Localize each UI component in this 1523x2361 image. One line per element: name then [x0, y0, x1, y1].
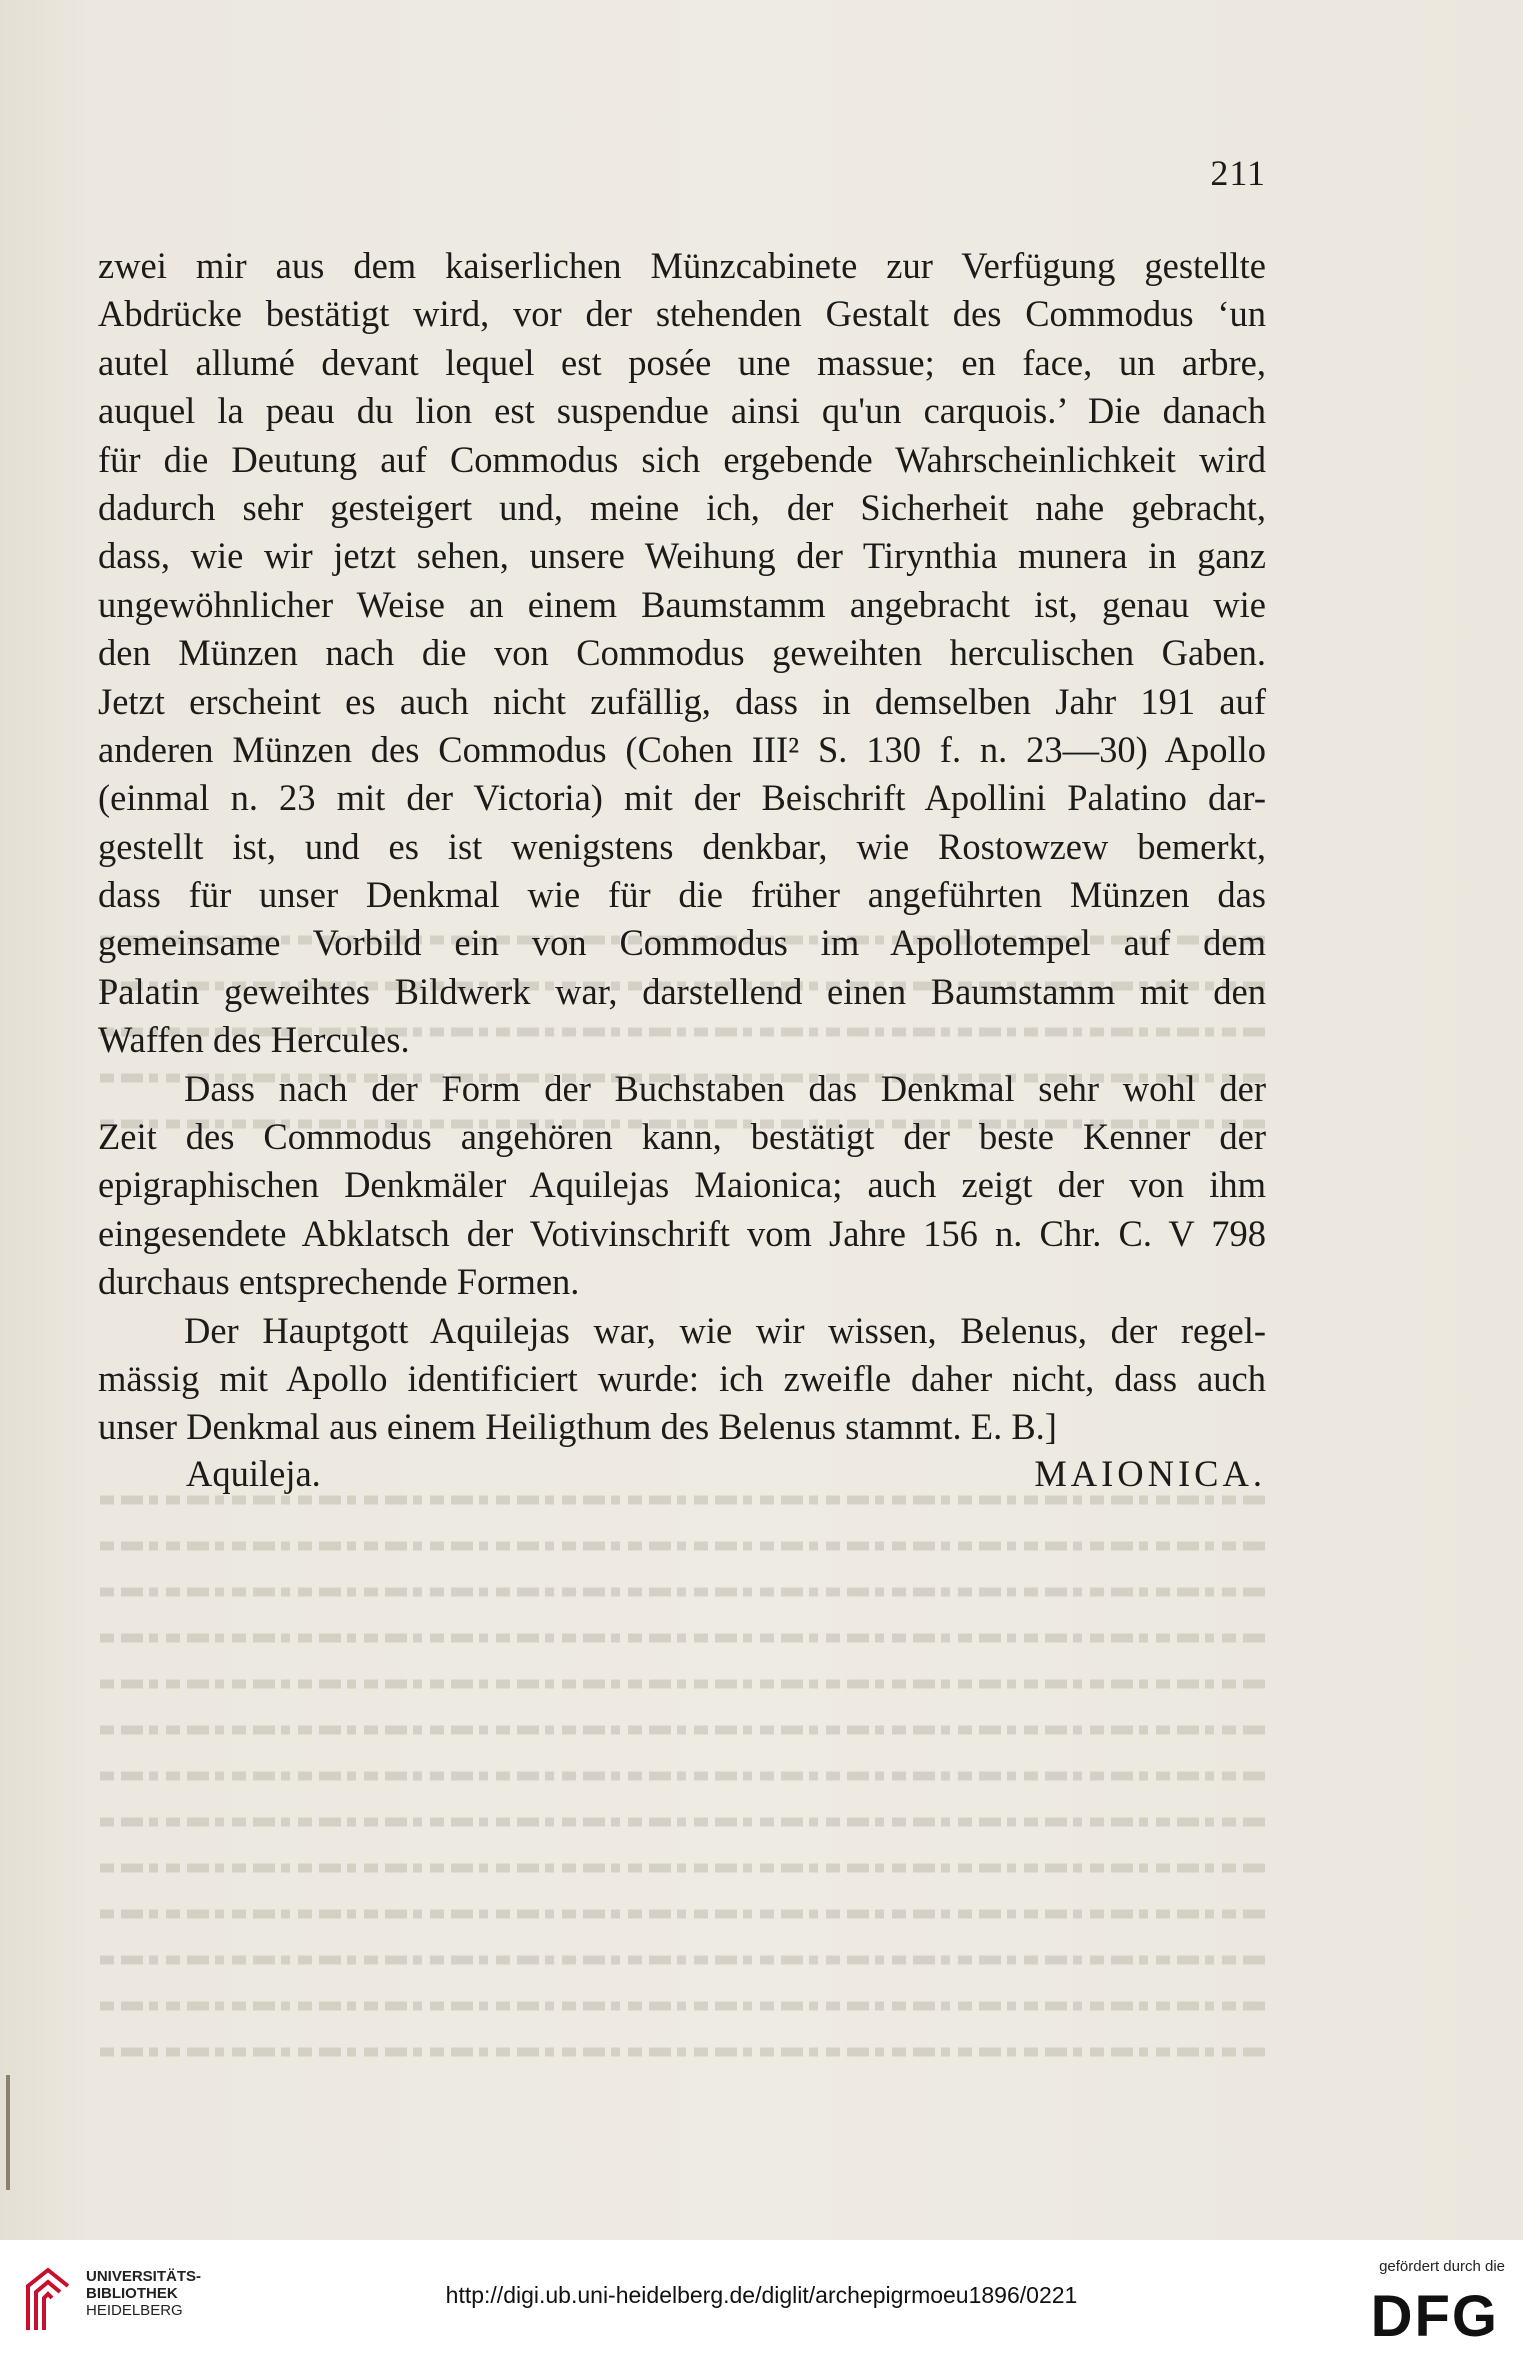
text-line: autel allumé devant lequel est posée une massue; en face, un arbre,: [98, 341, 1266, 383]
place-name: Aquileja.: [186, 1453, 321, 1494]
text-line: eingesendete Abklatsch der Votivinschrift vom Jahre 156 n. Chr. C. V 798: [98, 1212, 1266, 1254]
text-line: Dass nach der Form der Buchstaben das Denkmal sehr wohl der: [184, 1067, 1266, 1109]
text-line: Palatin geweihtes Bildwerk war, darstellend einen Baumstamm mit den: [98, 970, 1266, 1012]
text-line: auquel la peau du lion est suspendue ainsi qu'un carquois.’ Die danach: [98, 390, 1266, 432]
text-line: (einmal n. 23 mit der Victoria) mit der Beischrift Apollini Palatino dar-: [98, 777, 1266, 819]
text-line: durchaus entsprechende Formen.: [98, 1261, 580, 1303]
permalink-url[interactable]: http://digi.ub.uni-heidelberg.de/diglit/archepigrmoeu1896/0221: [445, 2282, 1078, 2308]
text-line: den Münzen nach die von Commodus geweihten herculischen Gaben.: [98, 632, 1266, 674]
text-line: für die Deutung auf Commodus sich ergebende Wahrscheinlichkeit wird: [98, 438, 1266, 480]
text-line: epigraphischen Denkmäler Aquilejas Maionica; auch zeigt der von ihm: [98, 1164, 1266, 1206]
text-line: mässig mit Apollo identificiert wurde: ich zweifle daher nicht, dass auch: [98, 1357, 1266, 1399]
text-line: Waffen des Hercules.: [98, 1019, 410, 1061]
body-text: [98, 242, 1266, 1452]
page-number: 211: [1210, 153, 1266, 193]
text-line: ungewöhnlicher Weise an einem Baumstamm angebracht ist, genau wie: [98, 583, 1266, 625]
dfg-logo: [1339, 2284, 1499, 2344]
text-line: dadurch sehr gesteigert und, meine ich, der Sicherheit nahe gebracht,: [98, 486, 1266, 528]
text-line: anderen Münzen des Commodus (Cohen III² S. 130 f. n. 23—30) Apollo: [98, 728, 1266, 770]
dfg-logo-text: DFG: [1370, 2284, 1499, 2344]
text-line: Zeit des Commodus angehören kann, bestätigt der beste Kenner der: [98, 1116, 1266, 1158]
text-line: dass, wie wir jetzt sehen, unsere Weihung der Tirynthia munera in ganz: [98, 535, 1266, 577]
library-name-line: BIBLIOTHEK: [86, 2285, 178, 2302]
funded-by-label: gefördert durch die: [1379, 2258, 1505, 2275]
library-name-line: UNIVERSITÄTS-: [86, 2268, 202, 2285]
footer-bar: [0, 2240, 1523, 2361]
text-line: unser Denkmal aus einem Heiligthum des Belenus stammt. E. B.]: [98, 1406, 1057, 1448]
text-line: gemeinsame Vorbild ein von Commodus im Apollotempel auf dem: [98, 922, 1266, 964]
library-name-line: HEIDELBERG: [86, 2302, 183, 2319]
text-line: Der Hauptgott Aquilejas war, wie wir wissen, Belenus, der regel-: [184, 1309, 1266, 1351]
author-name: MAIONICA.: [1034, 1453, 1266, 1494]
text-line: Jetzt erscheint es auch nicht zufällig, dass in demselben Jahr 191 auf: [98, 680, 1266, 722]
text-line: gestellt ist, und es ist wenigstens denkbar, wie Rostowzew bemerkt,: [98, 825, 1266, 867]
text-line: dass für unser Denkmal wie für die früher angeführten Münzen das: [98, 874, 1266, 916]
text-line: zwei mir aus dem kaiserlichen Münzcabinete zur Verfügung gestellte: [98, 245, 1266, 286]
signature-row: [186, 1452, 1266, 1508]
text-line: Abdrücke bestätigt wird, vor der stehenden Gestalt des Commodus ‘un: [98, 293, 1266, 335]
